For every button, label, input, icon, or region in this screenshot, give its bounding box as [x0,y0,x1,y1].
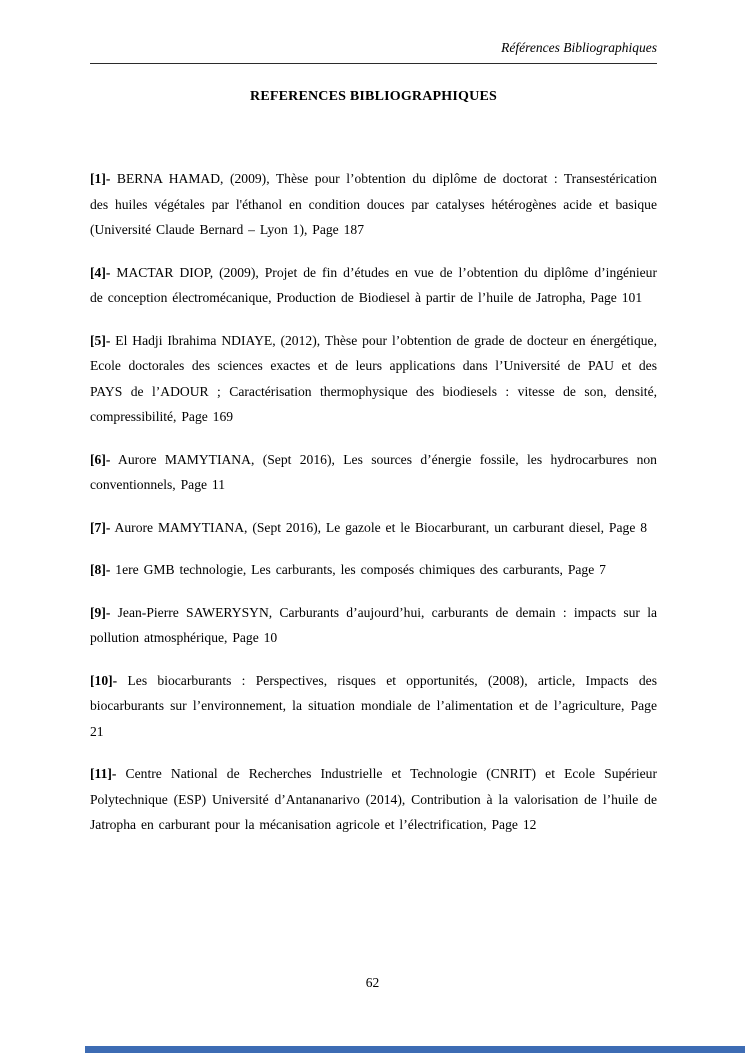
reference-entry [90,166,657,243]
reference-entry [90,515,657,541]
reference-number: [4]- [90,264,111,280]
reference-text: MACTAR DIOP, (2009), Projet de fin d’études en vue de l’obtention du diplôme d’ingénieur de conception électromécanique, Production de Biodiesel à partir de l’huile de Jatropha, Page 101 [90,264,657,305]
reference-number: [9]- [90,604,111,620]
reference-entry [90,668,657,745]
references-list [90,166,657,855]
reference-number: [8]- [90,562,111,577]
reference-text: Centre National de Recherches Industrielle et Technologie (CNRIT) et Ecole Supérieur Polytechnique (ESP) Université d’Antananarivo (2014), Contribution à la valorisation de l’huile de Jatropha en carburant pour la mécanisation agricole et l’électrification, Page 12 [90,766,657,832]
reference-number: [6]- [90,451,111,467]
reference-number: [1]- [90,171,111,186]
reference-entry [90,600,657,651]
reference-number: [7]- [90,519,111,535]
reference-text: 1ere GMB technologie, Les carburants, les composés chimiques des carburants, Page 7 [115,562,606,577]
reference-entry [90,761,657,838]
reference-entry [90,328,657,430]
page-title: REFERENCES BIBLIOGRAPHIQUES [250,89,497,104]
reference-entry [90,447,657,498]
reference-text: Aurore MAMYTIANA, (Sept 2016), Les sources d’énergie fossile, les hydrocarbures non conventionnels, Page 11 [90,451,657,492]
reference-entry [90,260,657,311]
reference-number: [5]- [90,332,111,348]
reference-number: [11]- [90,766,117,781]
reference-text: Jean-Pierre SAWERYSYN, Carburants d’aujourd’hui, carburants de demain : impacts sur la pollution atmosphérique, Page 10 [90,604,658,645]
window-bottom-edge [85,1046,745,1053]
reference-text: El Hadji Ibrahima NDIAYE, (2012), Thèse pour l’obtention de grade de docteur en énergétique, Ecole doctorales des sciences exactes et de leurs applications dans l’Université de PAU et des PAYS de l’ADOUR ; Caractérisation thermophysique des biodiesels : vitesse de son, densité, compressibilité, Page 169 [90,332,657,424]
reference-text: Les biocarburants : Perspectives, risques et opportunités, (2008), article, Impacts des biocarburants sur l’environnement, la situation mondiale de l’alimentation et de l’agriculture, Page 21 [90,672,657,739]
page-header-running-title: Références Bibliographiques [90,40,657,64]
page-number: 62 [365,975,380,990]
reference-text: BERNA HAMAD, (2009), Thèse pour l’obtention du diplôme de doctorat : Transestérication des huiles végétales par l'éthanol en condition douces par catalyses hétérogènes acide et basique (Université Claude Bernard – Lyon 1), Page 187 [90,171,657,237]
reference-text: Aurore MAMYTIANA, (Sept 2016), Le gazole et le Biocarburant, un carburant diesel, Page 8 [114,519,648,535]
reference-entry [90,557,657,583]
reference-number: [10]- [90,672,118,688]
